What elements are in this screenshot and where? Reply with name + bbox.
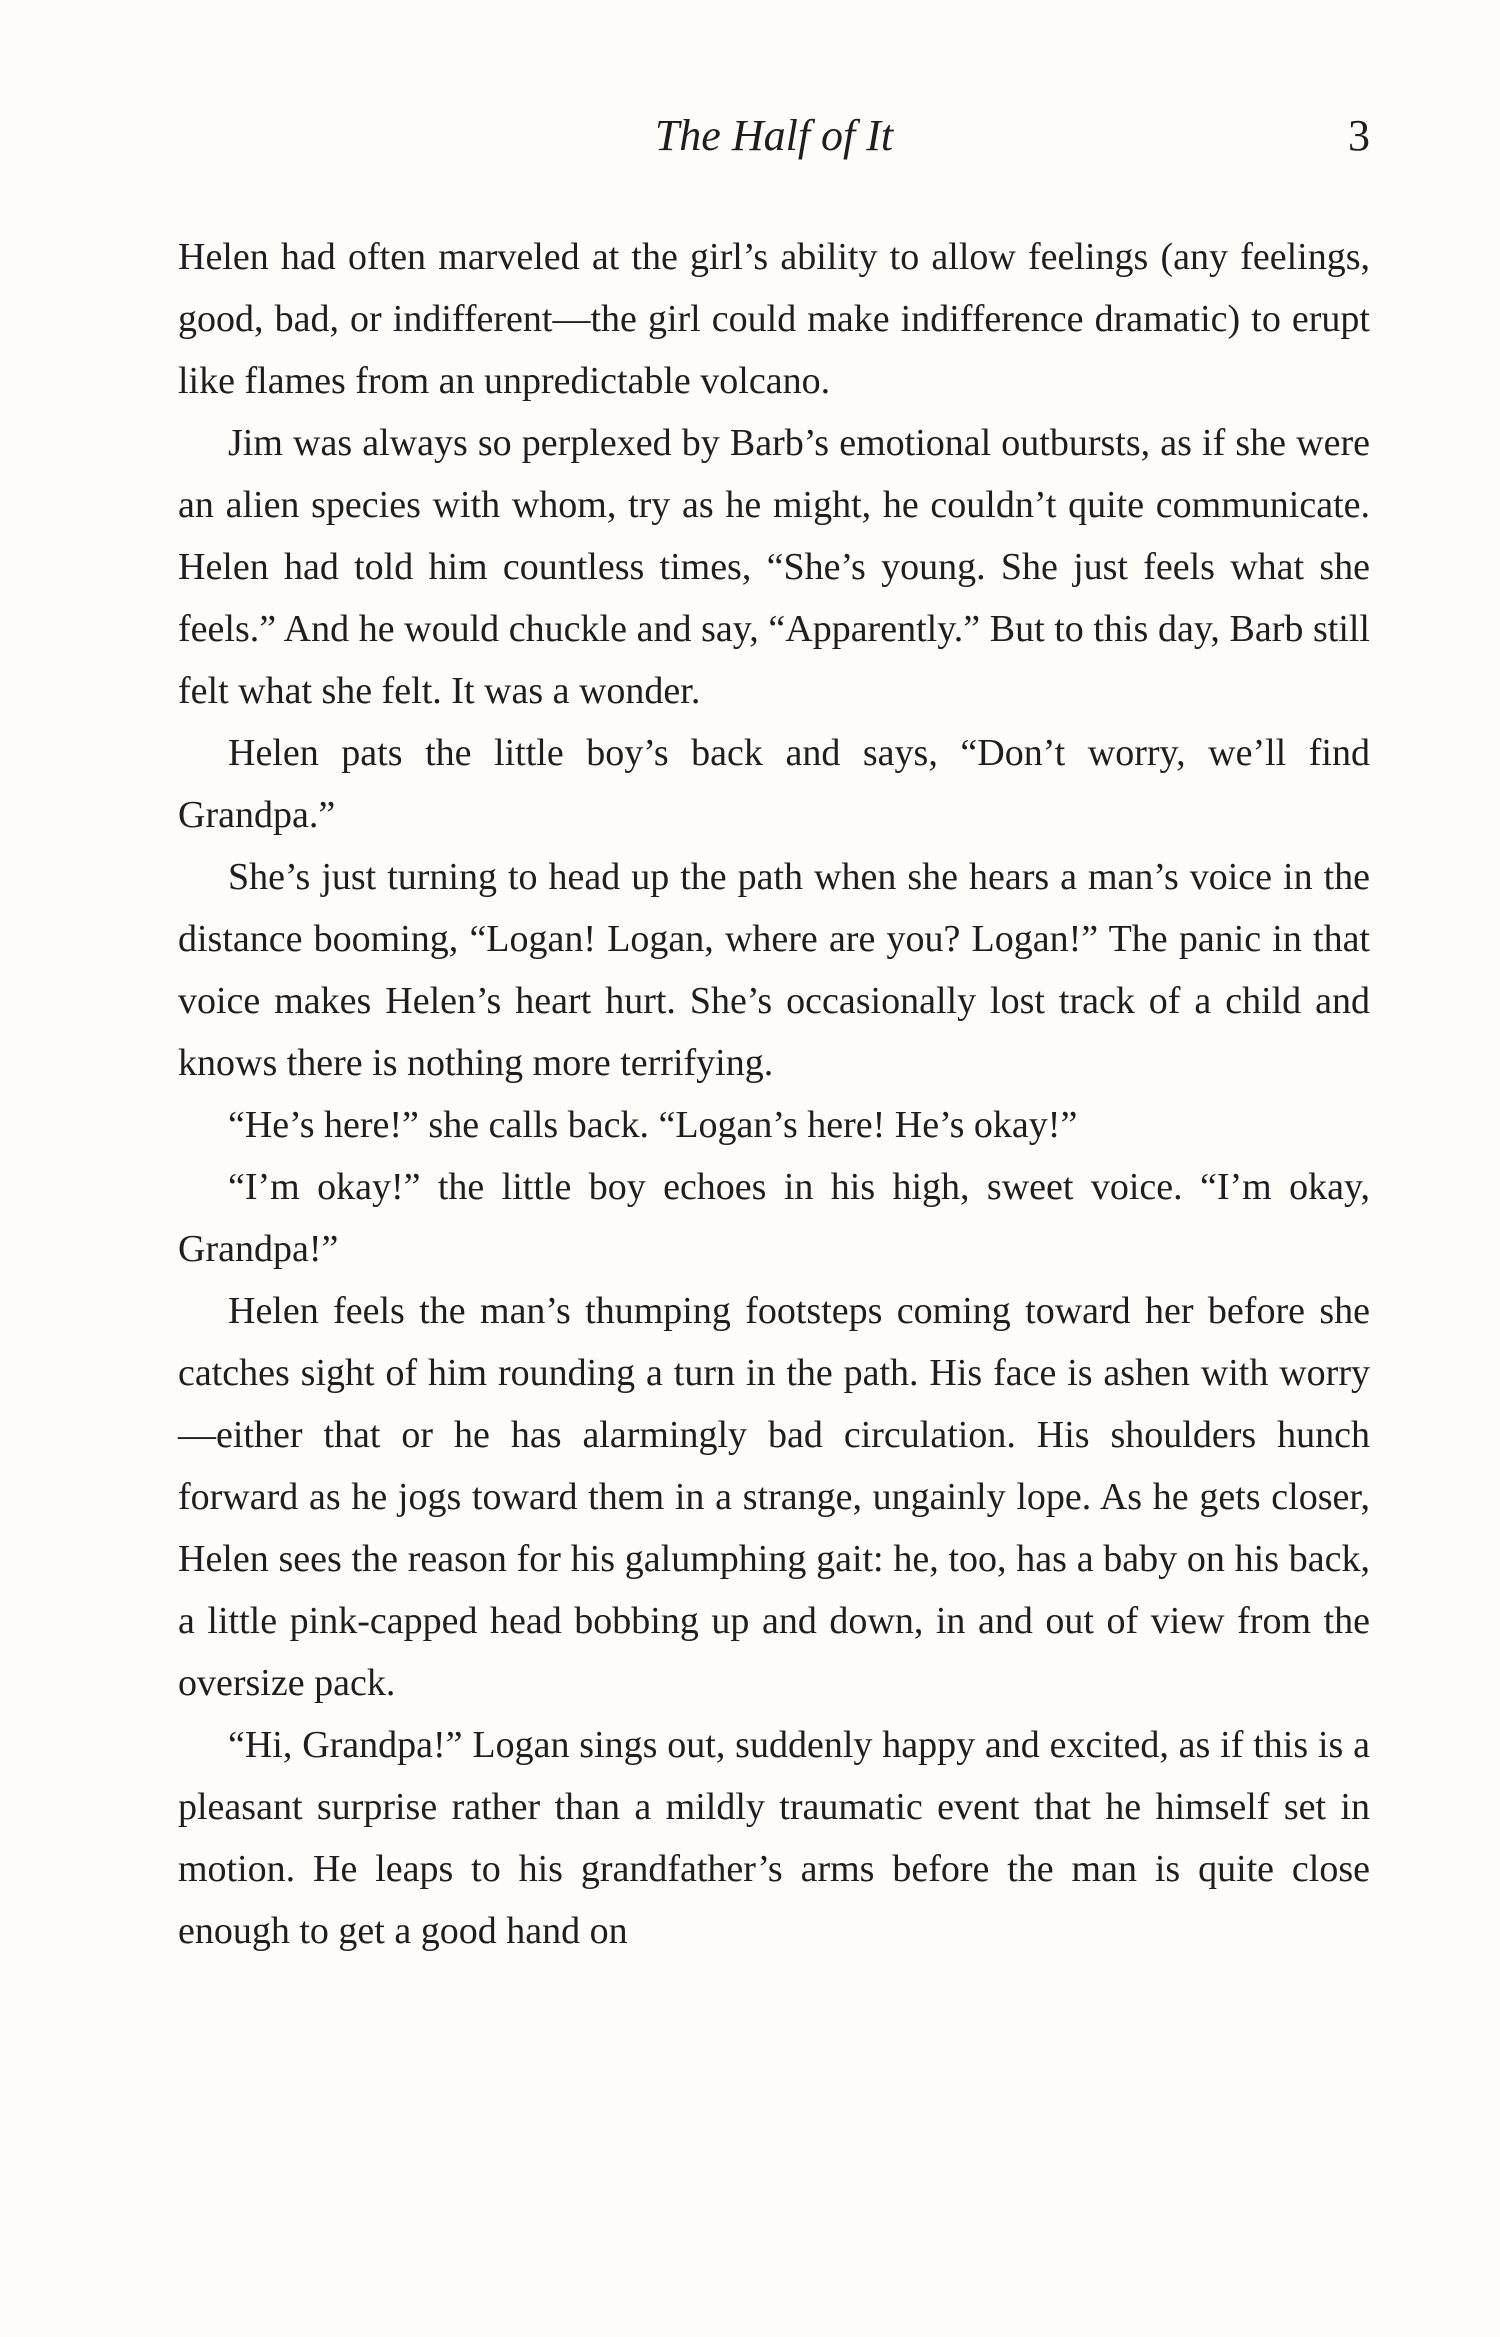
running-title: The Half of It	[654, 111, 894, 160]
paragraph: Jim was always so perplexed by Barb’s emotional outbursts, as if she were an alien species with whom, try as he might, he couldn’t quite communicate. Helen had told him countless times, “She’s young. She just feels what she feels.” And he would chuckle and say, “Apparently.” But to this day, Barb still felt what she felt. It was a wonder.	[178, 422, 1370, 712]
body-text	[178, 226, 1370, 1962]
paragraph: Helen had often marveled at the girl’s ability to allow feelings (any feelings, good, bad, or indifferent—the girl could make indifference dramatic) to erupt like flames from an unpredictable volcano.	[178, 236, 1370, 402]
page-number: 3	[1348, 111, 1370, 160]
paragraph: Helen feels the man’s thumping footsteps coming toward her before she catches sight of him rounding a turn in the path. His face is ashen with worry—either that or he has alarmingly bad circulation. His shoulders hunch forward as he jogs toward them in a strange, ungainly lope. As he gets closer, Helen sees the reason for his galumphing gait: he, too, has a baby on his back, a little pink-capped head bobbing up and down, in and out of view from the oversize pack.	[178, 1290, 1370, 1704]
paragraph: “He’s here!” she calls back. “Logan’s here! He’s okay!”	[228, 1104, 1078, 1146]
running-head	[178, 108, 1370, 168]
paragraph: Helen pats the little boy’s back and says, “Don’t worry, we’ll find Grandpa.”	[178, 732, 1370, 836]
paragraph: She’s just turning to head up the path when she hears a man’s voice in the distance booming, “Logan! Logan, where are you? Logan!” The panic in that voice makes Helen’s heart hurt. She’s occasionally lost track of a child and knows there is nothing more terrifying.	[178, 856, 1370, 1084]
paragraph: “I’m okay!” the little boy echoes in his high, sweet voice. “I’m okay, Grandpa!”	[178, 1166, 1370, 1270]
paragraph: “Hi, Grandpa!” Logan sings out, suddenly happy and excited, as if this is a pleasant surprise rather than a mildly traumatic event that he himself set in motion. He leaps to his grandfather’s arms before the man is quite close enough to get a good hand on	[178, 1724, 1370, 1952]
